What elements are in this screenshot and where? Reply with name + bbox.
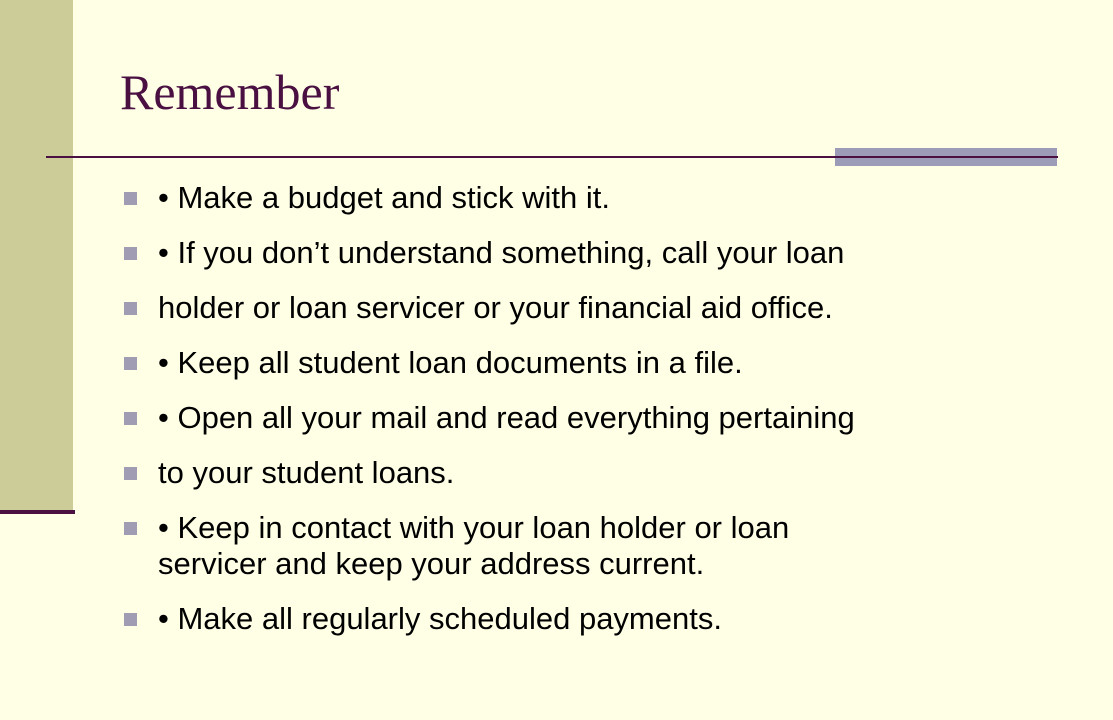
bullet-text: holder or loan servicer or your financial aid office. xyxy=(158,290,833,325)
left-bar-accent-line xyxy=(0,510,75,514)
bullet-list xyxy=(124,180,1064,656)
bullet-item xyxy=(124,290,1064,326)
bullet-text: to your student loans. xyxy=(158,455,455,490)
bullet-text: • Open all your mail and read everything pertaining xyxy=(158,400,855,435)
square-bullet-icon xyxy=(124,302,137,315)
square-bullet-icon xyxy=(124,357,137,370)
bullet-item xyxy=(124,180,1064,216)
bullet-text: • Keep in contact with your loan holder or loan servicer and keep your address current. xyxy=(158,510,790,581)
bullet-text: • Make all regularly scheduled payments. xyxy=(158,601,722,636)
bullet-item xyxy=(124,400,1064,436)
square-bullet-icon xyxy=(124,522,137,535)
title-divider-accent xyxy=(835,148,1057,166)
bullet-item xyxy=(124,601,1064,637)
slide-title: Remember xyxy=(120,64,340,120)
square-bullet-icon xyxy=(124,247,137,260)
bullet-item xyxy=(124,235,1064,271)
square-bullet-icon xyxy=(124,613,137,626)
bullet-item xyxy=(124,455,1064,491)
bullet-text: • If you don’t understand something, call your loan xyxy=(158,235,845,270)
bullet-item xyxy=(124,345,1064,381)
bullet-item xyxy=(124,510,1064,582)
bullet-text: • Keep all student loan documents in a file. xyxy=(158,345,743,380)
square-bullet-icon xyxy=(124,192,137,205)
square-bullet-icon xyxy=(124,467,137,480)
bullet-text: • Make a budget and stick with it. xyxy=(158,180,610,215)
left-decorative-bar xyxy=(0,0,73,510)
square-bullet-icon xyxy=(124,412,137,425)
